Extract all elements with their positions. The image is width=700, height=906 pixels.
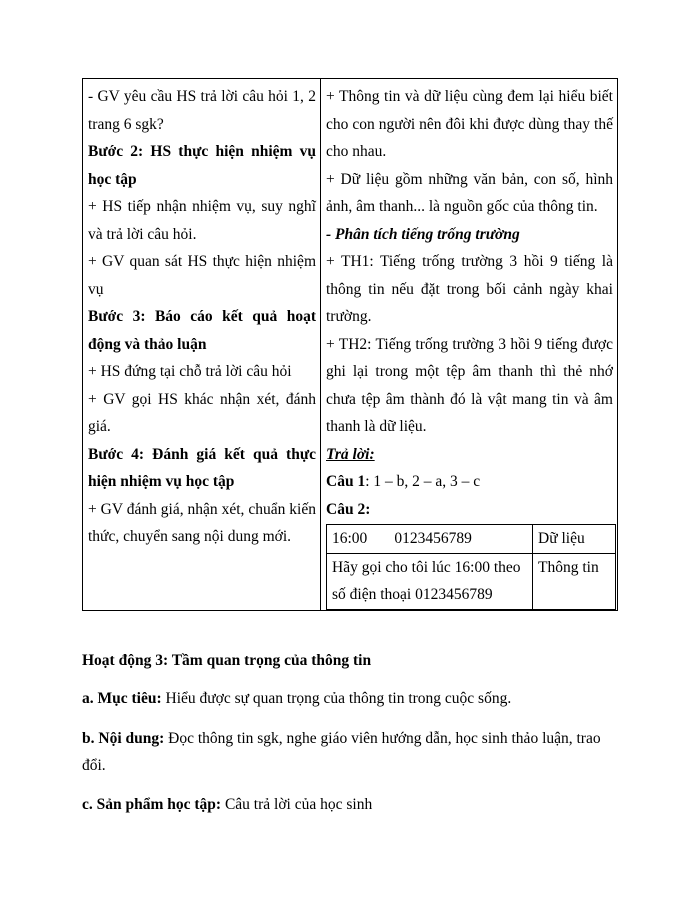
step2-heading: Bước 2: HS thực hiện nhiệm vụ học tập <box>88 143 316 188</box>
lesson-table <box>82 78 618 611</box>
teacher-activity-cell <box>83 79 321 611</box>
result-line2: + Dữ liệu gồm những văn bản, con số, hình ảnh, âm thanh... là nguồn gốc của thông tin. <box>326 170 613 215</box>
step3-line2: + GV gọi HS khác nhận xét, đánh giá. <box>88 390 316 435</box>
result-line1: + Thông tin và dữ liệu cùng đem lại hiểu biết cho con người nên đôi khi được dùng thay thế cho nhau. <box>326 88 613 160</box>
question2-table <box>326 524 616 610</box>
case1-text: + TH1: Tiếng trống trường 3 hồi 9 tiếng là thông tin nếu đặt trong bối cảnh ngày khai trường. <box>326 253 613 325</box>
activity3-title: Hoạt động 3: Tầm quan trọng của thông tin <box>82 652 372 669</box>
question2-label: Câu 2: <box>326 500 371 518</box>
objective-text: Hiểu được sự quan trọng của thông tin trong cuộc sống. <box>161 690 512 707</box>
question2-row2-content: Hãy gọi cho tôi lúc 16:00 theo số điện thoại 0123456789 <box>327 553 533 609</box>
analysis-heading: - Phân tích tiếng trống trường <box>326 225 520 243</box>
expected-result-cell <box>321 79 618 611</box>
question1-value: : 1 – b, 2 – a, 3 – c <box>365 473 481 490</box>
objective-label: a. Mục tiêu: <box>82 690 162 707</box>
step4-heading: Bước 4: Đánh giá kết quả thực hiện nhiệm vụ học tập <box>88 445 316 490</box>
answer-heading: Trả lời: <box>326 445 375 463</box>
content-line <box>82 725 622 779</box>
task-question: - GV yêu cầu HS trả lời câu hỏi 1, 2 trang 6 sgk? <box>88 88 316 133</box>
step3-line1: + HS đứng tại chỗ trả lời câu hỏi <box>88 363 292 380</box>
question2-row1-type: Dữ liệu <box>533 525 616 554</box>
question2-row2-type: Thông tin <box>533 553 616 609</box>
step2-line2: + GV quan sát HS thực hiện nhiệm vụ <box>88 253 316 298</box>
step4-line1: + GV đánh giá, nhận xét, chuẩn kiến thức, chuyển sang nội dung mới. <box>88 500 316 545</box>
content-label: b. Nội dung: <box>82 730 165 747</box>
question1-label: Câu 1 <box>326 473 366 490</box>
product-text: Câu trả lời của học sinh <box>221 796 373 813</box>
step3-heading: Bước 3: Báo cáo kết quả hoạt động và thảo luận <box>88 308 316 353</box>
step2-line1: + HS tiếp nhận nhiệm vụ, suy nghĩ và trả lời câu hỏi. <box>88 198 316 243</box>
question2-row1-content <box>327 525 533 554</box>
question1-answer <box>326 468 613 496</box>
content-text: Đọc thông tin sgk, nghe giáo viên hướng dẫn, học sinh thảo luận, trao đổi. <box>82 730 601 774</box>
question2-row1-text: 16:00 0123456789 <box>332 530 472 547</box>
product-label: c. Sản phẩm học tập: <box>82 796 222 813</box>
case2-text: + TH2: Tiếng trống trường 3 hồi 9 tiếng được ghi lại trong một tệp âm thanh thì thẻ nhớ chưa tệp âm thành đó là vật mang tin và âm thanh là dữ liệu. <box>326 335 613 435</box>
product-line <box>82 791 622 818</box>
objective-line <box>82 685 622 712</box>
